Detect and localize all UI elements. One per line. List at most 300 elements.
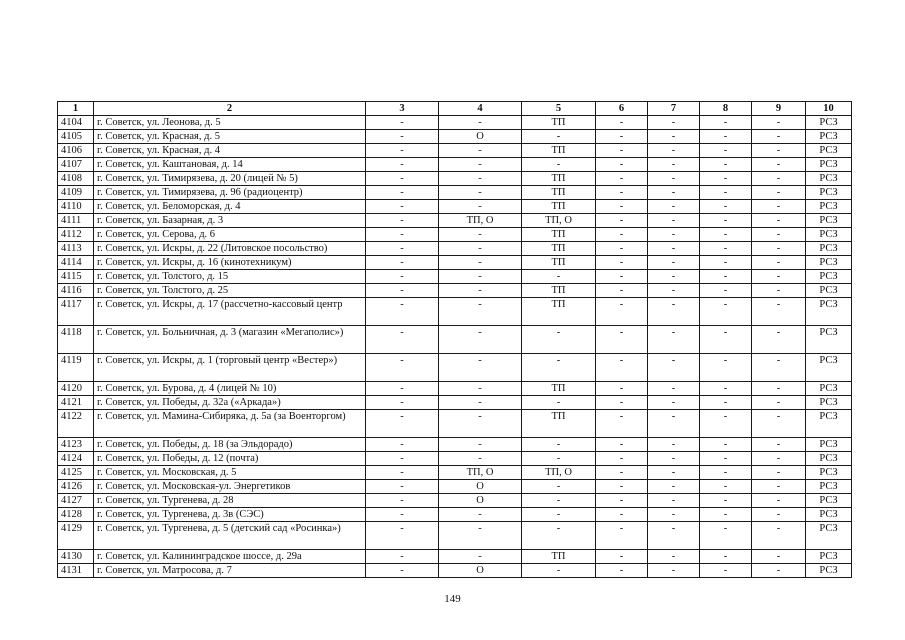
value-cell: - (648, 494, 700, 508)
value-cell: - (439, 200, 522, 214)
value-cell: - (439, 116, 522, 130)
row-number-cell: 4107 (58, 158, 94, 172)
value-cell: РСЗ (806, 270, 852, 284)
table-row (58, 186, 852, 200)
value-cell: - (648, 270, 700, 284)
row-number-cell: 4126 (58, 480, 94, 494)
value-cell: - (596, 522, 648, 550)
row-number-cell: 4108 (58, 172, 94, 186)
value-cell: ТП, О (522, 214, 596, 228)
value-cell: - (522, 354, 596, 382)
row-number-cell: 4125 (58, 466, 94, 480)
value-cell: - (439, 284, 522, 298)
value-cell: - (366, 438, 439, 452)
value-cell: - (596, 298, 648, 326)
value-cell: - (700, 438, 752, 452)
value-cell: - (596, 396, 648, 410)
value-cell: - (366, 494, 439, 508)
address-cell: г. Советск, ул. Победы, д. 12 (почта) (94, 452, 366, 466)
value-cell: - (366, 186, 439, 200)
value-cell: РСЗ (806, 550, 852, 564)
value-cell: - (366, 354, 439, 382)
value-cell: РСЗ (806, 172, 852, 186)
value-cell: - (752, 200, 806, 214)
value-cell: - (522, 522, 596, 550)
address-cell: г. Советск, ул. Искры, д. 22 (Литовское посольство) (94, 242, 366, 256)
value-cell: РСЗ (806, 564, 852, 578)
value-cell: - (596, 452, 648, 466)
value-cell: - (700, 550, 752, 564)
value-cell: - (366, 298, 439, 326)
address-cell: г. Советск, ул. Леонова, д. 5 (94, 116, 366, 130)
address-cell: г. Советск, ул. Каштановая, д. 14 (94, 158, 366, 172)
value-cell: ТП, О (439, 466, 522, 480)
value-cell: - (700, 452, 752, 466)
address-cell: г. Советск, ул. Калининградское шоссе, д. 29а (94, 550, 366, 564)
value-cell: РСЗ (806, 200, 852, 214)
data-table (57, 101, 852, 578)
value-cell: - (648, 200, 700, 214)
address-cell: г. Советск, ул. Мамина-Сибиряка, д. 5а (за Военторгом) (94, 410, 366, 438)
value-cell: - (648, 452, 700, 466)
value-cell: - (700, 270, 752, 284)
value-cell: - (752, 144, 806, 158)
value-cell: - (700, 480, 752, 494)
value-cell: - (366, 508, 439, 522)
address-cell: г. Советск, ул. Красная, д. 5 (94, 130, 366, 144)
value-cell: - (522, 438, 596, 452)
table-row (58, 494, 852, 508)
value-cell: - (648, 326, 700, 354)
row-number-cell: 4129 (58, 522, 94, 550)
row-number-cell: 4113 (58, 242, 94, 256)
value-cell: РСЗ (806, 522, 852, 550)
value-cell: - (366, 116, 439, 130)
value-cell: РСЗ (806, 186, 852, 200)
value-cell: РСЗ (806, 382, 852, 396)
value-cell: - (700, 214, 752, 228)
value-cell: - (522, 480, 596, 494)
value-cell: - (439, 396, 522, 410)
row-number-cell: 4115 (58, 270, 94, 284)
address-cell: г. Советск, ул. Красная, д. 4 (94, 144, 366, 158)
value-cell: РСЗ (806, 298, 852, 326)
value-cell: РСЗ (806, 508, 852, 522)
address-cell: г. Советск, ул. Искры, д. 1 (торговый центр «Вестер») (94, 354, 366, 382)
value-cell: РСЗ (806, 284, 852, 298)
value-cell: ТП, О (439, 214, 522, 228)
value-cell: РСЗ (806, 438, 852, 452)
value-cell: - (648, 172, 700, 186)
value-cell: - (648, 550, 700, 564)
value-cell: - (596, 214, 648, 228)
value-cell: - (596, 410, 648, 438)
value-cell: - (752, 452, 806, 466)
value-cell: - (648, 438, 700, 452)
value-cell: О (439, 564, 522, 578)
value-cell: РСЗ (806, 494, 852, 508)
value-cell: - (648, 228, 700, 242)
value-cell: - (596, 116, 648, 130)
value-cell: - (648, 144, 700, 158)
value-cell: - (439, 326, 522, 354)
value-cell: - (596, 354, 648, 382)
value-cell: - (439, 242, 522, 256)
row-number-cell: 4104 (58, 116, 94, 130)
value-cell: - (366, 200, 439, 214)
value-cell: - (700, 158, 752, 172)
value-cell: - (648, 508, 700, 522)
table-row (58, 200, 852, 214)
value-cell: - (366, 130, 439, 144)
value-cell: - (700, 200, 752, 214)
value-cell: - (596, 382, 648, 396)
value-cell: - (366, 256, 439, 270)
value-cell: - (522, 130, 596, 144)
value-cell: - (366, 172, 439, 186)
value-cell: - (596, 228, 648, 242)
value-cell: - (366, 144, 439, 158)
value-cell: - (700, 564, 752, 578)
value-cell: - (700, 410, 752, 438)
row-number-cell: 4111 (58, 214, 94, 228)
address-cell: г. Советск, ул. Беломорская, д. 4 (94, 200, 366, 214)
value-cell: - (752, 228, 806, 242)
table-row (58, 396, 852, 410)
value-cell: РСЗ (806, 326, 852, 354)
value-cell: РСЗ (806, 354, 852, 382)
value-cell: - (700, 298, 752, 326)
value-cell: - (648, 130, 700, 144)
value-cell: РСЗ (806, 228, 852, 242)
value-cell: - (648, 354, 700, 382)
table-row (58, 382, 852, 396)
column-header: 7 (648, 102, 700, 116)
value-cell: - (522, 452, 596, 466)
value-cell: - (439, 228, 522, 242)
value-cell: - (648, 256, 700, 270)
value-cell: - (596, 144, 648, 158)
value-cell: - (596, 466, 648, 480)
value-cell: - (752, 508, 806, 522)
value-cell: - (439, 186, 522, 200)
value-cell: - (700, 466, 752, 480)
value-cell: - (700, 130, 752, 144)
table-row (58, 354, 852, 382)
address-cell: г. Советск, ул. Искры, д. 16 (кинотехникум) (94, 256, 366, 270)
table-row (58, 214, 852, 228)
value-cell: - (700, 382, 752, 396)
value-cell: РСЗ (806, 452, 852, 466)
row-number-cell: 4117 (58, 298, 94, 326)
value-cell: - (700, 186, 752, 200)
value-cell: - (596, 564, 648, 578)
value-cell: - (596, 172, 648, 186)
value-cell: - (648, 158, 700, 172)
value-cell: - (700, 242, 752, 256)
table-row (58, 550, 852, 564)
address-cell: г. Советск, ул. Серова, д. 6 (94, 228, 366, 242)
address-cell: г. Советск, ул. Победы, д. 32а («Аркада») (94, 396, 366, 410)
value-cell: РСЗ (806, 116, 852, 130)
value-cell: - (752, 354, 806, 382)
value-cell: - (752, 214, 806, 228)
value-cell: ТП (522, 172, 596, 186)
row-number-cell: 4127 (58, 494, 94, 508)
row-number-cell: 4119 (58, 354, 94, 382)
value-cell: - (648, 214, 700, 228)
row-number-cell: 4105 (58, 130, 94, 144)
value-cell: - (648, 116, 700, 130)
row-number-cell: 4116 (58, 284, 94, 298)
value-cell: ТП (522, 116, 596, 130)
column-header: 6 (596, 102, 648, 116)
value-cell: - (648, 284, 700, 298)
row-number-cell: 4110 (58, 200, 94, 214)
column-header: 8 (700, 102, 752, 116)
value-cell: О (439, 480, 522, 494)
value-cell: - (596, 550, 648, 564)
row-number-cell: 4109 (58, 186, 94, 200)
value-cell: РСЗ (806, 242, 852, 256)
value-cell: - (700, 354, 752, 382)
value-cell: - (752, 494, 806, 508)
value-cell: - (752, 564, 806, 578)
table-row (58, 522, 852, 550)
value-cell: - (366, 550, 439, 564)
row-number-cell: 4128 (58, 508, 94, 522)
address-cell: г. Советск, ул. Тимирязева, д. 96 (радиоцентр) (94, 186, 366, 200)
value-cell: - (366, 466, 439, 480)
value-cell: - (596, 508, 648, 522)
value-cell: - (596, 270, 648, 284)
row-number-cell: 4122 (58, 410, 94, 438)
value-cell: ТП (522, 284, 596, 298)
table-row (58, 564, 852, 578)
table-row (58, 466, 852, 480)
table-header-row (58, 102, 852, 116)
row-number-cell: 4123 (58, 438, 94, 452)
table-row (58, 452, 852, 466)
value-cell: - (596, 256, 648, 270)
value-cell: - (700, 494, 752, 508)
value-cell: РСЗ (806, 256, 852, 270)
value-cell: - (522, 158, 596, 172)
table-row (58, 116, 852, 130)
address-cell: г. Советск, ул. Тургенева, д. 28 (94, 494, 366, 508)
value-cell: - (700, 116, 752, 130)
row-number-cell: 4106 (58, 144, 94, 158)
value-cell: - (752, 172, 806, 186)
value-cell: РСЗ (806, 480, 852, 494)
value-cell: - (700, 172, 752, 186)
value-cell: - (648, 382, 700, 396)
table-row (58, 228, 852, 242)
value-cell: - (522, 494, 596, 508)
value-cell: - (752, 466, 806, 480)
value-cell: - (648, 186, 700, 200)
address-cell: г. Советск, ул. Тимирязева, д. 20 (лицей № 5) (94, 172, 366, 186)
table-row (58, 508, 852, 522)
value-cell: РСЗ (806, 214, 852, 228)
column-header: 5 (522, 102, 596, 116)
table-row (58, 242, 852, 256)
value-cell: - (596, 200, 648, 214)
value-cell: - (596, 438, 648, 452)
value-cell: - (752, 116, 806, 130)
value-cell: - (366, 452, 439, 466)
value-cell: - (752, 186, 806, 200)
value-cell: - (439, 522, 522, 550)
value-cell: - (648, 410, 700, 438)
value-cell: ТП (522, 228, 596, 242)
value-cell: - (366, 480, 439, 494)
value-cell: - (700, 144, 752, 158)
address-cell: г. Советск, ул. Искры, д. 17 (рассчетно-кассовый центр (94, 298, 366, 326)
value-cell: - (752, 480, 806, 494)
value-cell: - (366, 284, 439, 298)
column-header: 3 (366, 102, 439, 116)
value-cell: - (752, 438, 806, 452)
table-row (58, 438, 852, 452)
value-cell: - (439, 158, 522, 172)
value-cell: - (366, 564, 439, 578)
value-cell: - (522, 564, 596, 578)
value-cell: - (700, 284, 752, 298)
value-cell: - (366, 242, 439, 256)
value-cell: - (596, 186, 648, 200)
value-cell: РСЗ (806, 466, 852, 480)
value-cell: - (439, 382, 522, 396)
table-row (58, 298, 852, 326)
value-cell: - (752, 242, 806, 256)
value-cell: РСЗ (806, 410, 852, 438)
value-cell: - (752, 382, 806, 396)
value-cell: - (522, 326, 596, 354)
row-number-cell: 4124 (58, 452, 94, 466)
address-cell: г. Советск, ул. Толстого, д. 25 (94, 284, 366, 298)
value-cell: - (752, 410, 806, 438)
value-cell: - (366, 522, 439, 550)
address-cell: г. Советск, ул. Больничная, д. 3 (магазин «Мегаполис») (94, 326, 366, 354)
value-cell: - (439, 270, 522, 284)
value-cell: - (439, 508, 522, 522)
address-cell: г. Советск, ул. Толстого, д. 15 (94, 270, 366, 284)
value-cell: - (752, 158, 806, 172)
value-cell: - (752, 130, 806, 144)
value-cell: - (648, 298, 700, 326)
row-number-cell: 4118 (58, 326, 94, 354)
value-cell: - (648, 480, 700, 494)
table-body (58, 116, 852, 578)
value-cell: - (596, 130, 648, 144)
value-cell: - (752, 550, 806, 564)
value-cell: - (439, 438, 522, 452)
value-cell: - (366, 270, 439, 284)
row-number-cell: 4114 (58, 256, 94, 270)
address-cell: г. Советск, ул. Московская-ул. Энергетиков (94, 480, 366, 494)
value-cell: О (439, 494, 522, 508)
value-cell: ТП, О (522, 466, 596, 480)
value-cell: ТП (522, 410, 596, 438)
value-cell: - (439, 410, 522, 438)
row-number-cell: 4131 (58, 564, 94, 578)
table-row (58, 410, 852, 438)
value-cell: - (700, 396, 752, 410)
value-cell: - (752, 256, 806, 270)
value-cell: - (366, 326, 439, 354)
value-cell: - (366, 158, 439, 172)
column-header: 1 (58, 102, 94, 116)
value-cell: - (648, 564, 700, 578)
value-cell: ТП (522, 200, 596, 214)
value-cell: ТП (522, 256, 596, 270)
value-cell: - (596, 158, 648, 172)
value-cell: - (596, 242, 648, 256)
value-cell: - (366, 410, 439, 438)
value-cell: - (366, 382, 439, 396)
value-cell: - (439, 452, 522, 466)
table-row (58, 270, 852, 284)
value-cell: - (752, 298, 806, 326)
table-row (58, 256, 852, 270)
value-cell: - (752, 326, 806, 354)
table-row (58, 172, 852, 186)
table-row (58, 284, 852, 298)
value-cell: РСЗ (806, 396, 852, 410)
table-row (58, 144, 852, 158)
value-cell: ТП (522, 382, 596, 396)
value-cell: ТП (522, 298, 596, 326)
row-number-cell: 4112 (58, 228, 94, 242)
value-cell: - (700, 522, 752, 550)
value-cell: РСЗ (806, 158, 852, 172)
address-cell: г. Советск, ул. Бурова, д. 4 (лицей № 10) (94, 382, 366, 396)
row-number-cell: 4120 (58, 382, 94, 396)
address-cell: г. Советск, ул. Матросова, д. 7 (94, 564, 366, 578)
value-cell: - (596, 326, 648, 354)
value-cell: - (439, 172, 522, 186)
value-cell: - (522, 396, 596, 410)
value-cell: - (366, 214, 439, 228)
value-cell: - (366, 396, 439, 410)
value-cell: ТП (522, 144, 596, 158)
value-cell: - (648, 466, 700, 480)
value-cell: ТП (522, 186, 596, 200)
page-number: 149 (444, 593, 461, 605)
column-header: 4 (439, 102, 522, 116)
row-number-cell: 4121 (58, 396, 94, 410)
value-cell: ТП (522, 242, 596, 256)
row-number-cell: 4130 (58, 550, 94, 564)
column-header: 10 (806, 102, 852, 116)
value-cell: - (366, 228, 439, 242)
table-row (58, 326, 852, 354)
value-cell: - (648, 242, 700, 256)
value-cell: - (439, 354, 522, 382)
value-cell: - (752, 284, 806, 298)
value-cell: О (439, 130, 522, 144)
value-cell: - (439, 144, 522, 158)
address-cell: г. Советск, ул. Базарная, д. 3 (94, 214, 366, 228)
value-cell: РСЗ (806, 144, 852, 158)
value-cell: - (596, 480, 648, 494)
data-table-container (57, 101, 851, 578)
value-cell: - (752, 270, 806, 284)
table-row (58, 480, 852, 494)
value-cell: - (522, 508, 596, 522)
column-header: 2 (94, 102, 366, 116)
